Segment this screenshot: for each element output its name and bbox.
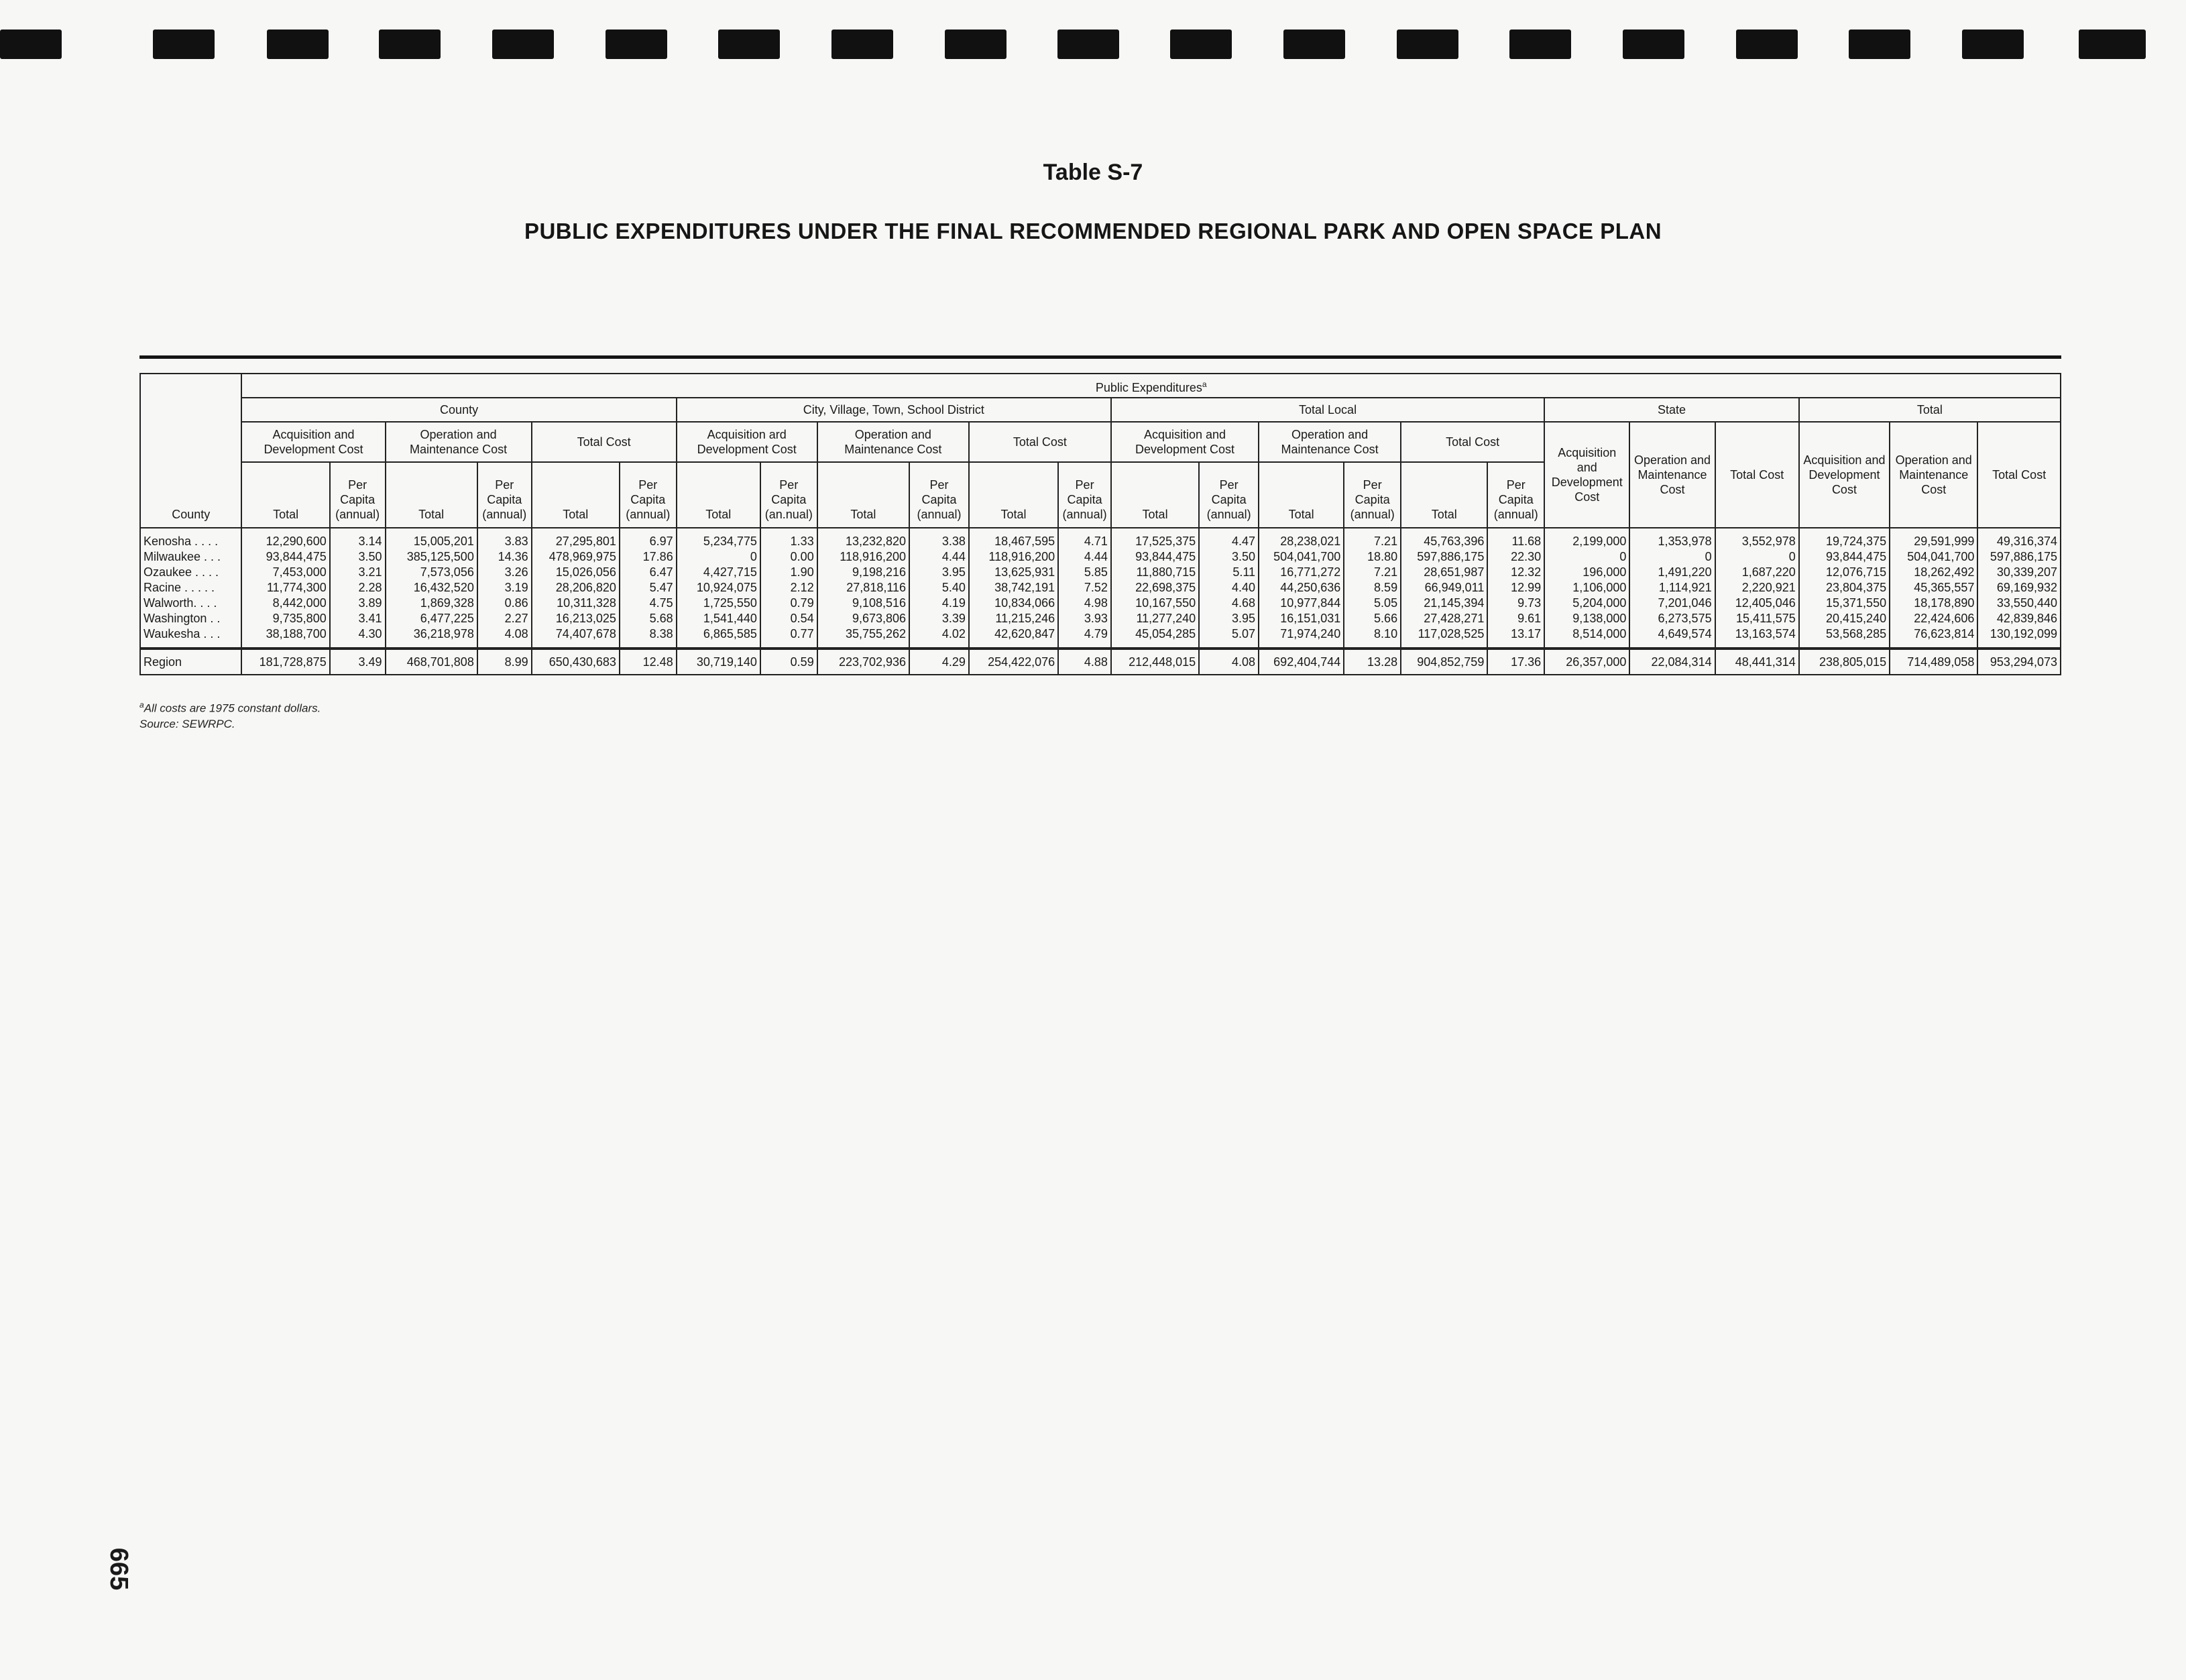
table-cell: 7.21 xyxy=(1344,528,1401,549)
table-cell: 8,442,000 xyxy=(241,596,329,611)
table-cell: 10,311,328 xyxy=(532,596,620,611)
table-cell: 11.68 xyxy=(1487,528,1544,549)
table-cell: 13,232,820 xyxy=(817,528,909,549)
table-cell: 38,188,700 xyxy=(241,626,329,649)
table-cell: 5.07 xyxy=(1199,626,1259,649)
table-cell: 4.98 xyxy=(1058,596,1111,611)
city-acq-header: Acquisition ard Development Cost xyxy=(677,422,817,462)
table-cell: 118,916,200 xyxy=(817,549,909,565)
table-cell: 12.48 xyxy=(620,649,677,675)
expenditure-table xyxy=(139,373,2061,675)
table-cell: 7.52 xyxy=(1058,580,1111,596)
table-cell: 0 xyxy=(1629,549,1715,565)
table-cell: 714,489,058 xyxy=(1890,649,1977,675)
table-cell: 8.38 xyxy=(620,626,677,649)
table-cell: 4.08 xyxy=(477,626,532,649)
county-om-header: Operation and Maintenance Cost xyxy=(386,422,532,462)
table-cell: 16,432,520 xyxy=(386,580,477,596)
city-om-header: Operation and Maintenance Cost xyxy=(817,422,969,462)
table-cell: 3.41 xyxy=(330,611,386,626)
table-cell: 18,262,492 xyxy=(1890,565,1977,580)
state-acq-header: Acquisition and Development Cost xyxy=(1544,422,1629,528)
binding-hole xyxy=(1397,30,1458,59)
page-number: 665 xyxy=(105,1547,133,1591)
table-cell: 17,525,375 xyxy=(1111,528,1199,549)
county-name: Ozaukee . . . . xyxy=(140,565,241,580)
leaf-per-capita: Per Capita (annual) xyxy=(1058,462,1111,528)
table-row xyxy=(140,596,2061,611)
table-cell: 3.49 xyxy=(330,649,386,675)
table-cell: 38,742,191 xyxy=(969,580,1058,596)
leaf-per-capita: Per Capita (annual) xyxy=(1199,462,1259,528)
leaf-per-capita: Per Capita (annual) xyxy=(330,462,386,528)
table-cell: 16,151,031 xyxy=(1259,611,1344,626)
leaf-total: Total xyxy=(1111,462,1199,528)
table-title: Table S-7 xyxy=(1043,160,1143,185)
table-cell: 4.02 xyxy=(909,626,969,649)
table-cell: 7.21 xyxy=(1344,565,1401,580)
table-cell: 5,234,775 xyxy=(677,528,760,549)
table-cell: 12,405,046 xyxy=(1715,596,1799,611)
total-tc-header: Total Cost xyxy=(1977,422,2061,528)
table-cell: 3.50 xyxy=(1199,549,1259,565)
table-cell: 181,728,875 xyxy=(241,649,329,675)
leaf-per-capita: Per Capita (annual) xyxy=(477,462,532,528)
binding-holes xyxy=(0,30,2186,59)
table-cell: 1,869,328 xyxy=(386,596,477,611)
table-cell: 0 xyxy=(677,549,760,565)
table-cell: 16,771,272 xyxy=(1259,565,1344,580)
table-cell: 6,273,575 xyxy=(1629,611,1715,626)
table-cell: 4.08 xyxy=(1199,649,1259,675)
county-tc-header: Total Cost xyxy=(532,422,677,462)
table-cell: 74,407,678 xyxy=(532,626,620,649)
table-cell: 0.79 xyxy=(760,596,817,611)
table-cell: 4.68 xyxy=(1199,596,1259,611)
table-cell: 4.75 xyxy=(620,596,677,611)
table-cell: 13,163,574 xyxy=(1715,626,1799,649)
leaf-per-capita: Per Capita (annual) xyxy=(909,462,969,528)
table-cell: 953,294,073 xyxy=(1977,649,2061,675)
table-cell: 238,805,015 xyxy=(1799,649,1890,675)
table-cell: 11,277,240 xyxy=(1111,611,1199,626)
total-acq-header: Acquisition and Development Cost xyxy=(1799,422,1890,528)
table-cell: 2,199,000 xyxy=(1544,528,1629,549)
table-cell: 16,213,025 xyxy=(532,611,620,626)
table-cell: 21,145,394 xyxy=(1401,596,1487,611)
table-cell: 504,041,700 xyxy=(1890,549,1977,565)
table-cell: 3.95 xyxy=(1199,611,1259,626)
leaf-per-capita: Per Capita (annual) xyxy=(1487,462,1544,528)
table-cell: 69,169,932 xyxy=(1977,580,2061,596)
table-cell: 3.14 xyxy=(330,528,386,549)
leaf-total: Total xyxy=(1259,462,1344,528)
table-cell: 3.89 xyxy=(330,596,386,611)
table-cell: 28,238,021 xyxy=(1259,528,1344,549)
table-cell: 9,138,000 xyxy=(1544,611,1629,626)
group-city-village-town: City, Village, Town, School District xyxy=(677,398,1111,422)
group-total-local: Total Local xyxy=(1111,398,1544,422)
table-cell: 4,427,715 xyxy=(677,565,760,580)
table-cell: 53,568,285 xyxy=(1799,626,1890,649)
binding-hole xyxy=(492,30,554,59)
binding-hole xyxy=(267,30,329,59)
table-cell: 27,818,116 xyxy=(817,580,909,596)
table-cell: 130,192,099 xyxy=(1977,626,2061,649)
state-tc-header: Total Cost xyxy=(1715,422,1799,528)
local-acq-header: Acquisition and Development Cost xyxy=(1111,422,1259,462)
table-cell: 1,687,220 xyxy=(1715,565,1799,580)
table-cell: 20,415,240 xyxy=(1799,611,1890,626)
leaf-per-capita: Per Capita (annual) xyxy=(620,462,677,528)
binding-hole xyxy=(1736,30,1798,59)
table-cell: 22,424,606 xyxy=(1890,611,1977,626)
county-name: Kenosha . . . . xyxy=(140,528,241,549)
table-cell: 93,844,475 xyxy=(1799,549,1890,565)
public-expenditures-header: Public Expenditures$^a$ xyxy=(241,374,2061,398)
table-cell: 5.85 xyxy=(1058,565,1111,580)
table-cell: 4.40 xyxy=(1199,580,1259,596)
table-cell: 9,673,806 xyxy=(817,611,909,626)
table-cell: 3.95 xyxy=(909,565,969,580)
county-name: Waukesha . . . xyxy=(140,626,241,649)
table-cell: 904,852,759 xyxy=(1401,649,1487,675)
table-cell: 0.86 xyxy=(477,596,532,611)
table-row xyxy=(140,549,2061,565)
table-cell: 3,552,978 xyxy=(1715,528,1799,549)
table-cell: 26,357,000 xyxy=(1544,649,1629,675)
table-cell: 18,178,890 xyxy=(1890,596,1977,611)
table-cell: 10,167,550 xyxy=(1111,596,1199,611)
table-cell: 4.19 xyxy=(909,596,969,611)
table-cell: 28,206,820 xyxy=(532,580,620,596)
county-acq-header: Acquisition and Development Cost xyxy=(241,422,385,462)
table-cell: 10,977,844 xyxy=(1259,596,1344,611)
table-cell: 1,114,921 xyxy=(1629,580,1715,596)
table-cell: 11,215,246 xyxy=(969,611,1058,626)
county-name: Washington . . xyxy=(140,611,241,626)
table-cell: 4.44 xyxy=(1058,549,1111,565)
table-cell: 4,649,574 xyxy=(1629,626,1715,649)
table-cell: 27,295,801 xyxy=(532,528,620,549)
table-cell: 17.36 xyxy=(1487,649,1544,675)
table-cell: 8.10 xyxy=(1344,626,1401,649)
table-cell: 36,218,978 xyxy=(386,626,477,649)
table-cell: 13,625,931 xyxy=(969,565,1058,580)
binding-hole xyxy=(379,30,441,59)
group-state: State xyxy=(1544,398,1799,422)
table-cell: 0 xyxy=(1544,549,1629,565)
total-om-header: Operation and Maintenance Cost xyxy=(1890,422,1977,528)
county-name: Racine . . . . . xyxy=(140,580,241,596)
table-cell: 66,949,011 xyxy=(1401,580,1487,596)
table-cell: 9.61 xyxy=(1487,611,1544,626)
table-cell: 4.88 xyxy=(1058,649,1111,675)
table-cell: 1,106,000 xyxy=(1544,580,1629,596)
table-row xyxy=(140,528,2061,549)
table-cell: 223,702,936 xyxy=(817,649,909,675)
binding-hole xyxy=(1057,30,1119,59)
table-cell: 0 xyxy=(1715,549,1799,565)
table-cell: 2.28 xyxy=(330,580,386,596)
table-cell: 22,084,314 xyxy=(1629,649,1715,675)
table-cell: 5.05 xyxy=(1344,596,1401,611)
table-cell: 0.59 xyxy=(760,649,817,675)
table-row xyxy=(140,580,2061,596)
table-cell: 93,844,475 xyxy=(1111,549,1199,565)
table-cell: 254,422,076 xyxy=(969,649,1058,675)
binding-hole xyxy=(1623,30,1684,59)
binding-hole xyxy=(945,30,1006,59)
footnote: $^a$All costs are 1975 constant dollars. xyxy=(139,700,321,715)
table-cell: 9,108,516 xyxy=(817,596,909,611)
table-cell: 504,041,700 xyxy=(1259,549,1344,565)
binding-hole xyxy=(2079,30,2146,59)
table-cell: 4.71 xyxy=(1058,528,1111,549)
table-cell: 18.80 xyxy=(1344,549,1401,565)
table-cell: 42,620,847 xyxy=(969,626,1058,649)
table-cell: 15,411,575 xyxy=(1715,611,1799,626)
binding-hole xyxy=(718,30,780,59)
table-cell: 23,804,375 xyxy=(1799,580,1890,596)
table-cell: 9.73 xyxy=(1487,596,1544,611)
table-cell: 17.86 xyxy=(620,549,677,565)
table-cell: 13.17 xyxy=(1487,626,1544,649)
table-cell: 7,453,000 xyxy=(241,565,329,580)
table-cell: 11,774,300 xyxy=(241,580,329,596)
city-tc-header: Total Cost xyxy=(969,422,1111,462)
binding-hole xyxy=(1849,30,1910,59)
table-cell: 6.47 xyxy=(620,565,677,580)
table-cell: 15,026,056 xyxy=(532,565,620,580)
leaf-total: Total xyxy=(386,462,477,528)
table-cell: 3.26 xyxy=(477,565,532,580)
table-cell: 1,541,440 xyxy=(677,611,760,626)
table-cell: 8,514,000 xyxy=(1544,626,1629,649)
binding-hole xyxy=(831,30,893,59)
table-row xyxy=(140,626,2061,649)
table-cell: 5.66 xyxy=(1344,611,1401,626)
table-cell: 4.44 xyxy=(909,549,969,565)
table-cell: 48,441,314 xyxy=(1715,649,1799,675)
table-cell: 5.11 xyxy=(1199,565,1259,580)
table-cell: 3.83 xyxy=(477,528,532,549)
table-cell: 6,477,225 xyxy=(386,611,477,626)
table-cell: 7,573,056 xyxy=(386,565,477,580)
table-cell: 3.93 xyxy=(1058,611,1111,626)
table-cell: 3.38 xyxy=(909,528,969,549)
table-cell: 597,886,175 xyxy=(1977,549,2061,565)
binding-hole xyxy=(0,30,62,59)
state-om-header: Operation and Maintenance Cost xyxy=(1629,422,1715,528)
binding-hole xyxy=(1509,30,1571,59)
table-subtitle: PUBLIC EXPENDITURES UNDER THE FINAL RECOMMENDED REGIONAL PARK AND OPEN SPACE PLAN xyxy=(524,219,1662,243)
table-cell: 1,725,550 xyxy=(677,596,760,611)
binding-hole xyxy=(1170,30,1232,59)
table-cell: 1,491,220 xyxy=(1629,565,1715,580)
county-name: Region xyxy=(140,649,241,675)
table-cell: 650,430,683 xyxy=(532,649,620,675)
table-cell: 30,719,140 xyxy=(677,649,760,675)
table-cell: 12,076,715 xyxy=(1799,565,1890,580)
table-cell: 15,371,550 xyxy=(1799,596,1890,611)
table-cell: 76,623,814 xyxy=(1890,626,1977,649)
table-cell: 45,054,285 xyxy=(1111,626,1199,649)
leaf-total: Total xyxy=(532,462,620,528)
county-name: Milwaukee . . . xyxy=(140,549,241,565)
group-total: Total xyxy=(1799,398,2061,422)
table-cell: 71,974,240 xyxy=(1259,626,1344,649)
table-cell: 3.39 xyxy=(909,611,969,626)
leaf-total: Total xyxy=(1401,462,1487,528)
table-cell: 33,550,440 xyxy=(1977,596,2061,611)
table-cell: 2,220,921 xyxy=(1715,580,1799,596)
table-cell: 12.32 xyxy=(1487,565,1544,580)
table-cell: 8.99 xyxy=(477,649,532,675)
table-cell: 35,755,262 xyxy=(817,626,909,649)
binding-hole xyxy=(1283,30,1345,59)
table-cell: 1.33 xyxy=(760,528,817,549)
table-cell: 22,698,375 xyxy=(1111,580,1199,596)
table-cell: 4.30 xyxy=(330,626,386,649)
table-cell: 49,316,374 xyxy=(1977,528,2061,549)
table-cell: 93,844,475 xyxy=(241,549,329,565)
table-cell: 5.47 xyxy=(620,580,677,596)
table-cell: 2.27 xyxy=(477,611,532,626)
county-column-header: County xyxy=(140,374,241,528)
table-cell: 1.90 xyxy=(760,565,817,580)
table-cell: 1,353,978 xyxy=(1629,528,1715,549)
table-cell: 0.00 xyxy=(760,549,817,565)
binding-hole xyxy=(1962,30,2024,59)
table-cell: 118,916,200 xyxy=(969,549,1058,565)
heavy-rule xyxy=(139,355,2061,359)
leaf-per-capita: Per Capita (an.nual) xyxy=(760,462,817,528)
table-cell: 7,201,046 xyxy=(1629,596,1715,611)
table-cell: 27,428,271 xyxy=(1401,611,1487,626)
table-cell: 117,028,525 xyxy=(1401,626,1487,649)
table-cell: 8.59 xyxy=(1344,580,1401,596)
table-cell: 10,834,066 xyxy=(969,596,1058,611)
table-cell: 4.47 xyxy=(1199,528,1259,549)
table-cell: 18,467,595 xyxy=(969,528,1058,549)
table-cell: 44,250,636 xyxy=(1259,580,1344,596)
table-row xyxy=(140,649,2061,675)
table-cell: 468,701,808 xyxy=(386,649,477,675)
table-cell: 3.19 xyxy=(477,580,532,596)
table-cell: 0.54 xyxy=(760,611,817,626)
table-cell: 45,365,557 xyxy=(1890,580,1977,596)
table-cell: 13.28 xyxy=(1344,649,1401,675)
table-cell: 30,339,207 xyxy=(1977,565,2061,580)
table-cell: 14.36 xyxy=(477,549,532,565)
leaf-total: Total xyxy=(677,462,760,528)
binding-hole xyxy=(153,30,215,59)
table-cell: 42,839,846 xyxy=(1977,611,2061,626)
table-cell: 5.68 xyxy=(620,611,677,626)
table-cell: 28,651,987 xyxy=(1401,565,1487,580)
table-cell: 45,763,396 xyxy=(1401,528,1487,549)
table-cell: 3.50 xyxy=(330,549,386,565)
table-cell: 3.21 xyxy=(330,565,386,580)
local-om-header: Operation and Maintenance Cost xyxy=(1259,422,1401,462)
table-cell: 6,865,585 xyxy=(677,626,760,649)
table-cell: 11,880,715 xyxy=(1111,565,1199,580)
table-cell: 19,724,375 xyxy=(1799,528,1890,549)
table-cell: 597,886,175 xyxy=(1401,549,1487,565)
table-cell: 692,404,744 xyxy=(1259,649,1344,675)
table-row xyxy=(140,611,2061,626)
table-cell: 5.40 xyxy=(909,580,969,596)
table-cell: 5,204,000 xyxy=(1544,596,1629,611)
table-cell: 4.29 xyxy=(909,649,969,675)
binding-hole xyxy=(606,30,667,59)
table-cell: 2.12 xyxy=(760,580,817,596)
table-cell: 196,000 xyxy=(1544,565,1629,580)
table-cell: 15,005,201 xyxy=(386,528,477,549)
leaf-total: Total xyxy=(817,462,909,528)
table-row xyxy=(140,565,2061,580)
table-cell: 4.79 xyxy=(1058,626,1111,649)
table-cell: 9,198,216 xyxy=(817,565,909,580)
source-note: Source: SEWRPC. xyxy=(139,718,235,730)
leaf-total: Total xyxy=(241,462,329,528)
table-cell: 10,924,075 xyxy=(677,580,760,596)
table-cell: 12.99 xyxy=(1487,580,1544,596)
table-cell: 478,969,975 xyxy=(532,549,620,565)
table-cell: 0.77 xyxy=(760,626,817,649)
group-county: County xyxy=(241,398,676,422)
table-cell: 22.30 xyxy=(1487,549,1544,565)
table-cell: 6.97 xyxy=(620,528,677,549)
local-tc-header: Total Cost xyxy=(1401,422,1544,462)
table-cell: 212,448,015 xyxy=(1111,649,1199,675)
table-cell: 29,591,999 xyxy=(1890,528,1977,549)
leaf-per-capita: Per Capita (annual) xyxy=(1344,462,1401,528)
table-cell: 385,125,500 xyxy=(386,549,477,565)
table-cell: 12,290,600 xyxy=(241,528,329,549)
table-cell: 9,735,800 xyxy=(241,611,329,626)
county-name: Walworth. . . . xyxy=(140,596,241,611)
leaf-total: Total xyxy=(969,462,1058,528)
